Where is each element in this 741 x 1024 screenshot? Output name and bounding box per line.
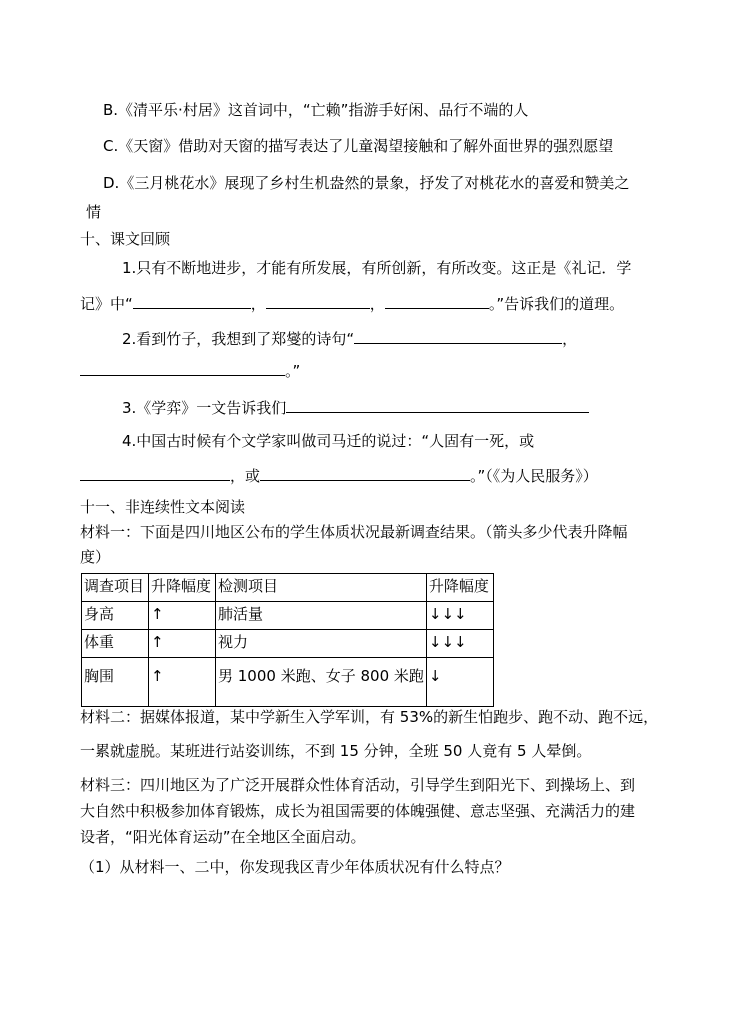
table-cell: ↓↓↓ <box>426 630 493 658</box>
section11-heading: 十一、非连续性文本阅读 <box>80 498 246 516</box>
table-header-row <box>82 574 494 602</box>
choice-d-line1: D.《三月桃花水》展现了乡村生机盎然的景象，抒发了对桃花水的喜爱和赞美之 <box>103 174 630 192</box>
q3-line <box>122 397 589 418</box>
material2-line1: 材料二：据媒体报道，某中学新生入学军训，有 53%的新生怕跑步、跑不动、跑不远， <box>80 708 659 726</box>
table-row <box>82 658 494 707</box>
q1-sep1: ， <box>250 295 266 313</box>
q4-mid: ，或 <box>230 467 261 485</box>
choice-c: C.《天窗》借助对天窗的描写表达了儿童渴望接触和了解外面世界的强烈愿望 <box>103 137 614 155</box>
table-cell: 肺活量 <box>216 602 427 630</box>
table-cell: 视力 <box>216 630 427 658</box>
question-1: （1）从材料一、二中，你发现我区青少年体质状况有什么特点？ <box>80 858 510 876</box>
table-header: 升降幅度 <box>426 574 493 602</box>
table-row <box>82 630 494 658</box>
q1-prefix: 记》中“ <box>80 295 133 313</box>
table-header: 调查项目 <box>82 574 149 602</box>
q1-blank-1[interactable] <box>133 293 251 309</box>
q4-line2 <box>80 465 598 486</box>
q1-blank-3[interactable] <box>385 293 489 309</box>
table-header: 升降幅度 <box>149 574 216 602</box>
q2-line2 <box>80 360 300 381</box>
q3-blank[interactable] <box>286 397 589 413</box>
table-cell: ↓↓↓ <box>426 602 493 630</box>
table-cell: ↓ <box>426 658 493 707</box>
q4-end: 。”（《为人民服务》） <box>470 467 598 485</box>
q2-line1 <box>122 328 577 349</box>
choice-b: B.《清平乐·村居》这首词中，“亡赖”指游手好闲、品行不端的人 <box>103 101 529 119</box>
q1-line2 <box>80 293 624 314</box>
material1-line1: 材料一：下面是四川地区公布的学生体质状况最新调查结果。（箭头多少代表升降幅 <box>80 523 628 541</box>
table-cell: ↑ <box>149 658 216 707</box>
table-cell: 体重 <box>82 630 149 658</box>
table-cell: ↑ <box>149 602 216 630</box>
material2-line2: 一累就虚脱。某班进行站姿训练，不到 15 分钟，全班 50 人竟有 5 人晕倒。 <box>80 742 592 760</box>
q1-suffix: 。”告诉我们的道理。 <box>488 295 625 313</box>
material3-line1: 材料三：四川地区为了广泛开展群众性体育活动，引导学生到阳光下、到操场上、到 <box>80 776 636 794</box>
q4-line1: 4.中国古时候有个文学家叫做司马迁的说过：“人固有一死，或 <box>122 432 535 450</box>
table-cell: 身高 <box>82 602 149 630</box>
table-row <box>82 602 494 630</box>
q2-end: 。” <box>285 362 301 380</box>
q2-prefix: 2.看到竹子，我想到了郑燮的诗句“ <box>122 330 355 348</box>
q1-sep2: ， <box>369 295 385 313</box>
table-cell: ↑ <box>149 630 216 658</box>
q2-blank-1[interactable] <box>354 328 562 344</box>
q4-blank-2[interactable] <box>260 465 470 481</box>
survey-table <box>81 573 494 707</box>
q4-blank-1[interactable] <box>80 465 230 481</box>
material3-line3: 设者，“阳光体育运动”在全地区全面启动。 <box>80 828 366 846</box>
q2-blank-2[interactable] <box>80 360 285 376</box>
q2-sep: ， <box>562 330 578 348</box>
choice-d-line2: 情 <box>86 203 102 221</box>
table-header: 检测项目 <box>216 574 427 602</box>
table-cell: 男 1000 米跑、女子 800 米跑 <box>216 658 427 707</box>
section10-heading: 十、课文回顾 <box>80 230 171 248</box>
table-cell: 胸围 <box>82 658 149 707</box>
q1-line1: 1.只有不断地进步，才能有所发展，有所创新，有所改变。这正是《礼记．学 <box>122 259 632 277</box>
q1-blank-2[interactable] <box>266 293 370 309</box>
material1-line2: 度） <box>80 548 111 566</box>
material3-line2: 大自然中积极参加体育锻炼，成长为祖国需要的体魄强健、意志坚强、充满活力的建 <box>80 802 636 820</box>
q3-prefix: 3.《学弈》一文告诉我们 <box>122 399 287 417</box>
